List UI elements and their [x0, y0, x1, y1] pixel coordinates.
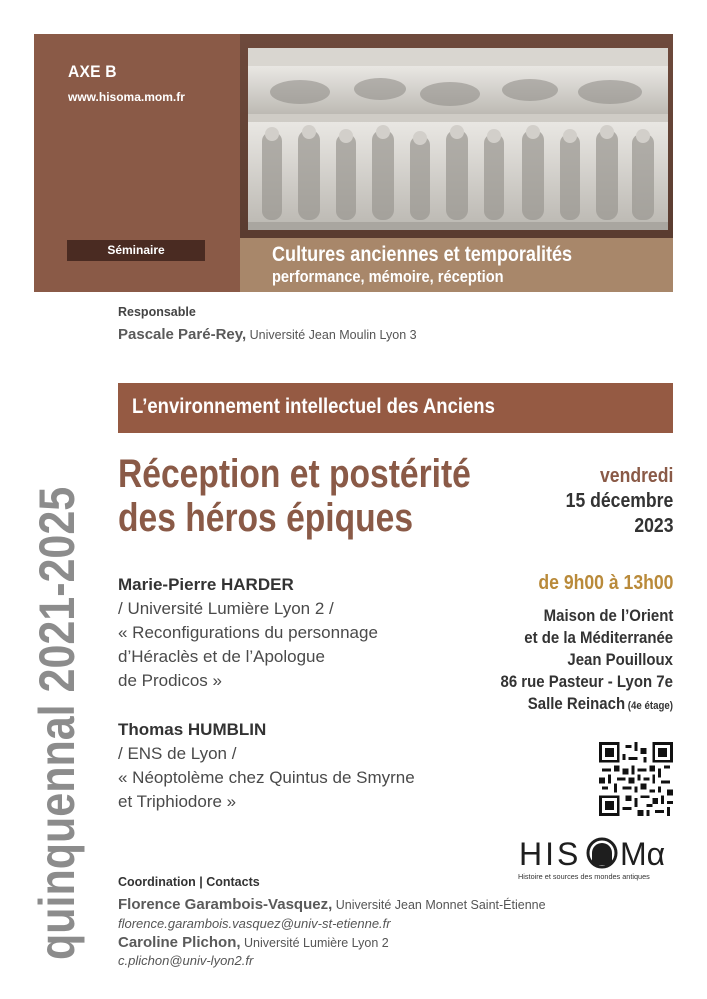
- event-hours: de 9h00 à 13h00: [537, 572, 673, 594]
- website-link[interactable]: www.hisoma.mom.fr: [68, 90, 185, 104]
- responsible-line: [118, 326, 417, 343]
- contact-1: [118, 896, 546, 913]
- seminar-tag: Séminaire: [67, 240, 205, 261]
- coordination-label: Coordination | Contacts: [118, 875, 260, 889]
- contact-1-affiliation: Université Jean Monnet Saint-Étienne: [332, 898, 546, 912]
- responsible-name: Pascale Paré-Rey,: [118, 326, 247, 343]
- contact-2-name: Caroline Plichon,: [118, 934, 241, 951]
- logo-tagline: Histoire et sources des mondes antiques: [518, 872, 650, 881]
- venue-line-3: Jean Pouilloux: [567, 650, 673, 669]
- contact-1-name: Florence Garambois-Vasquez,: [118, 896, 333, 913]
- sarcophagus-relief-image: [240, 34, 673, 238]
- speaker-1-name: Marie-Pierre HARDER: [118, 575, 294, 594]
- responsible-affiliation: Université Jean Moulin Lyon 3: [246, 328, 417, 342]
- contact-2: [118, 934, 389, 951]
- responsible-label: Responsable: [118, 305, 196, 319]
- axis-label: AXE B: [68, 62, 117, 81]
- main-title-line-2: des héros épiques: [118, 496, 414, 540]
- series-subtitle: performance, mémoire, réception: [272, 267, 504, 286]
- contact-2-email[interactable]: c.plichon@univ-lyon2.fr: [118, 953, 254, 968]
- svg-text:HIS: HIS: [519, 836, 582, 872]
- venue-line-1: Maison de l’Orient: [543, 606, 673, 625]
- speaker-2-name: Thomas HUMBLIN: [118, 720, 267, 739]
- venue-line-5: [528, 694, 673, 714]
- event-day: vendredi: [599, 465, 673, 487]
- vertical-period-text: quinquennal 2021-2025: [29, 486, 85, 960]
- speaker-2-affiliation: / ENS de Lyon /: [118, 744, 237, 763]
- theme-title: L’environnement intellectuel des Anciens: [132, 395, 495, 418]
- main-title-line-1: Réception et postérité: [118, 452, 471, 496]
- series-title: Cultures anciennes et temporalités: [272, 243, 573, 266]
- speaker-1-talk-line-3: de Prodicos »: [118, 671, 222, 690]
- speaker-2-talk-line-2: et Triphiodore »: [118, 792, 237, 811]
- event-year: 2023: [633, 515, 673, 537]
- svg-text:Mα: Mα: [620, 836, 666, 872]
- speaker-1-affiliation: / Université Lumière Lyon 2 /: [118, 599, 334, 618]
- venue-room: Salle Reinach: [527, 694, 626, 713]
- speaker-2-talk-line-1: « Néoptolème chez Quintus de Smyrne: [118, 768, 415, 787]
- venue-line-4: 86 rue Pasteur - Lyon 7e: [500, 672, 673, 691]
- venue-line-2: et de la Méditerranée: [524, 628, 673, 647]
- event-date: 15 décembre: [565, 490, 673, 512]
- qr-code[interactable]: [599, 742, 673, 816]
- hisoma-logo: [517, 833, 677, 883]
- speaker-1-talk-line-1: « Reconfigurations du personnage: [118, 623, 378, 642]
- contact-2-affiliation: Université Lumière Lyon 2: [240, 936, 389, 950]
- speaker-1-talk-line-2: d’Héraclès et de l’Apologue: [118, 647, 325, 666]
- contact-1-email[interactable]: florence.garambois.vasquez@univ-st-etienne.fr: [118, 916, 391, 931]
- venue-floor: (4e étage): [625, 700, 673, 712]
